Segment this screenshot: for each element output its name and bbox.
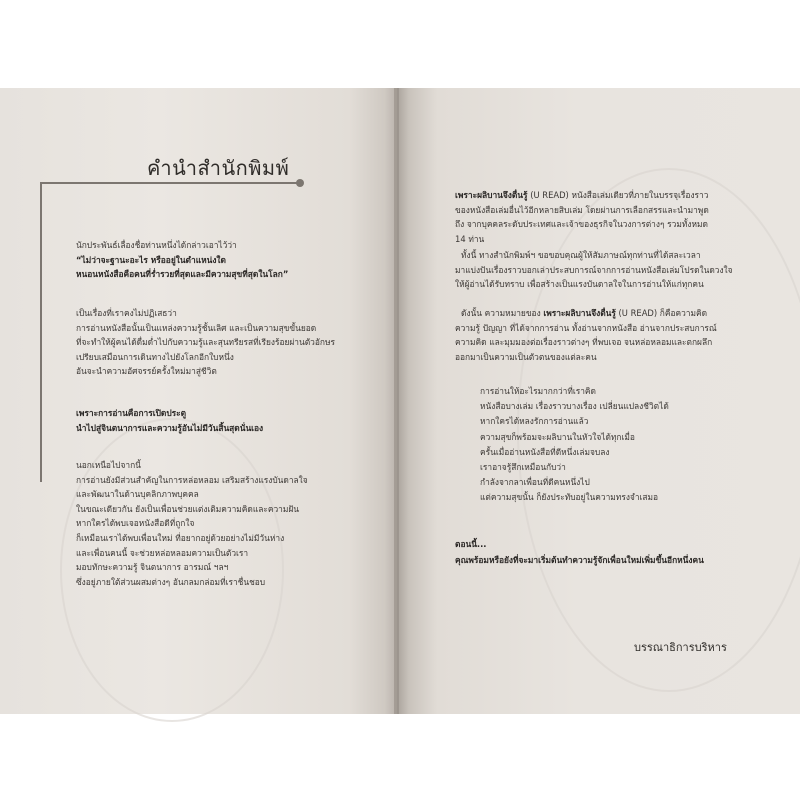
text-line: และเพื่อนคนนี้ จะช่วยหล่อหลอมความเป็นตัวเรา (76, 547, 249, 558)
text-line: และพัฒนาในด้านบุคลิกภาพบุคคล (76, 489, 199, 500)
text-line: นอกเหนือไปจากนี้ (76, 460, 141, 470)
closing-block (455, 536, 704, 568)
text-span: (U READ) หนังสือเล่มเดียวที่ภายในบรรจุเรื่องราว (527, 190, 709, 200)
bold-quote (76, 406, 263, 435)
page-heading: คำนำสำนักพิมพ์ (147, 156, 290, 180)
intro-line: นักประพันธ์เลื่องชื่อท่านหนึ่งได้กล่าวเอาไว้ว่า (76, 240, 237, 250)
quote-line: เพราะการอ่านคือการเปิดประตู (76, 408, 187, 418)
text-line: ความคิด และมุมมองต่อเรื่องราวต่างๆ ที่พบเจอ จนหล่อหลอมและตกผลึก (455, 337, 713, 348)
right-paragraph-3 (455, 306, 717, 364)
text-line: ของหนังสือเล่มอื่นไว้อีกหลายสิบเล่ม โดยผ่านการเลือกสรรและนำมาพูด (455, 204, 709, 215)
rule-dot (296, 179, 304, 187)
poem-line: หากใครได้หลงรักการอ่านแล้ว (480, 416, 589, 427)
text-line: ซึ่งอยู่ภายใต้ส่วนผสมต่างๆ อันกลมกล่อมที่เราชื่นชอบ (76, 576, 266, 587)
text-span: (U READ) ก็คือความคิด (615, 308, 708, 318)
book-gutter (394, 88, 399, 714)
text-line: ให้ผู้อ่านได้รับทราบ เพื่อสร้างเป็นแรงบันดาลใจในการอ่านให้แก่ทุกคน (455, 279, 704, 290)
text-line: ทั้งนี้ ทางสำนักพิมพ์ฯ ขอขอบคุณผู้ให้สัมภาษณ์ทุกท่านที่ได้สละเวลา (461, 250, 701, 260)
signature-text: บรรณาธิการบริหาร (634, 641, 727, 654)
poem-line: หนังสือบางเล่ม เรื่องราวบางเรื่อง เปลี่ยนแปลงชีวิตได้ (480, 401, 669, 412)
text-span: ดังนั้น ความหมายของ (461, 308, 544, 318)
text-line: 14 ท่าน (455, 233, 485, 244)
closing-line: ตอนนี้... (455, 539, 487, 549)
book-title-bold: เพราะผลิบานจึงตื่นรู้ (455, 190, 528, 200)
closing-line: คุณพร้อมหรือยังที่จะมาเริ่มต้นทำความรู้จักเพื่อนใหม่เพิ่มขึ้นอีกหนึ่งคน (455, 555, 704, 565)
text-line: ที่จะทำให้ผู้คนได้ดื่มด่ำไปกับความรู้และสุนทรียรสที่เรียงร้อยผ่านตัวอักษร (76, 337, 335, 348)
text-line: มอบทักษะความรู้ จินตนาการ อารมณ์ ฯลฯ (76, 562, 229, 573)
text-line: การอ่านหนังสือนั้นเป็นแหล่งความรู้ชั้นเลิศ และเป็นความสุขขั้นยอด (76, 322, 317, 333)
text-line: มาแบ่งปันเรื่องราวบอกเล่าประสบการณ์จากการอ่านหนังสือเล่มโปรดในดวงใจ (455, 264, 733, 275)
text-line: ความรู้ ปัญญา ที่ได้จากการอ่าน ทั้งอ่านจากหนังสือ อ่านจากประสบการณ์ (455, 322, 717, 333)
text-line: ในขณะเดียวกัน ยังเป็นเพื่อนช่วยแต่งเติมความคิดและความฝัน (76, 503, 300, 514)
left-page (0, 88, 397, 714)
text-line: การอ่านยังมีส่วนสำคัญในการหล่อหลอม เสริมสร้างแรงบันดาลใจ (76, 474, 308, 485)
poem-line: เราอาจรู้สึกเหมือนกับว่า (480, 462, 566, 473)
quote-line: นำไปสู่จินตนาการและความรู้อันไม่มีวันสิ้นสุดนั่นเอง (76, 422, 264, 433)
text-line: เปรียบเสมือนการเดินทางไปยังโลกอีกใบหนึ่ง (76, 351, 234, 362)
text-line: ถึง จากบุคคลระดับประเทศและเจ้าของธุรกิจในวงการต่างๆ รวมทั้งหมด (455, 219, 708, 230)
intro-quote-line: หนอนหนังสือคือคนที่ร่ำรวยที่สุดและมีความสุขที่สุดในโลก” (76, 269, 289, 280)
poem-line: ความสุขก็พร้อมจะผลิบานในหัวใจได้ทุกเมื่อ (480, 431, 635, 442)
intro-block (76, 238, 288, 282)
book-title-bold: เพราะผลิบานจึงตื่นรู้ (543, 308, 616, 318)
intro-quote-line: “ไม่ว่าจะฐานะอะไร หรืออยู่ในตำแหน่งใด (76, 254, 226, 265)
paragraph-1 (76, 306, 335, 379)
text-line: อันจะนำความอัศจรรย์ครั้งใหม่มาสู่ชีวิต (76, 366, 217, 377)
poem-block (480, 384, 669, 506)
poem-line: กำลังจากลาเพื่อนที่ดีคนหนึ่งไป (480, 477, 590, 488)
horizontal-rule (40, 182, 300, 184)
text-line: ก็เหมือนเราได้พบเพื่อนใหม่ ที่อยากอยู่ด้วยอย่างไม่มีวันห่าง (76, 532, 285, 543)
poem-line: ครั้นเมื่ออ่านหนังสือที่ดีหนึ่งเล่มจบลง (480, 446, 610, 457)
text-line: ออกมาเป็นความเป็นตัวตนของแต่ละคน (455, 351, 597, 362)
book-spread (0, 88, 800, 714)
text-line: เป็นเรื่องที่เราคงไม่ปฏิเสธว่า (76, 308, 177, 318)
right-paragraph-1 (455, 188, 709, 246)
paragraph-2 (76, 458, 308, 589)
poem-line: การอ่านให้อะไรมากกว่าที่เราคิด (480, 386, 596, 396)
right-paragraph-2 (455, 248, 733, 292)
text-line: หากใครได้พบเจอหนังสือดีที่ถูกใจ (76, 518, 195, 529)
poem-line: แต่ความสุขนั้น ก็ยังประทับอยู่ในความทรงจำเสมอ (480, 492, 659, 503)
vertical-rule (40, 182, 42, 482)
